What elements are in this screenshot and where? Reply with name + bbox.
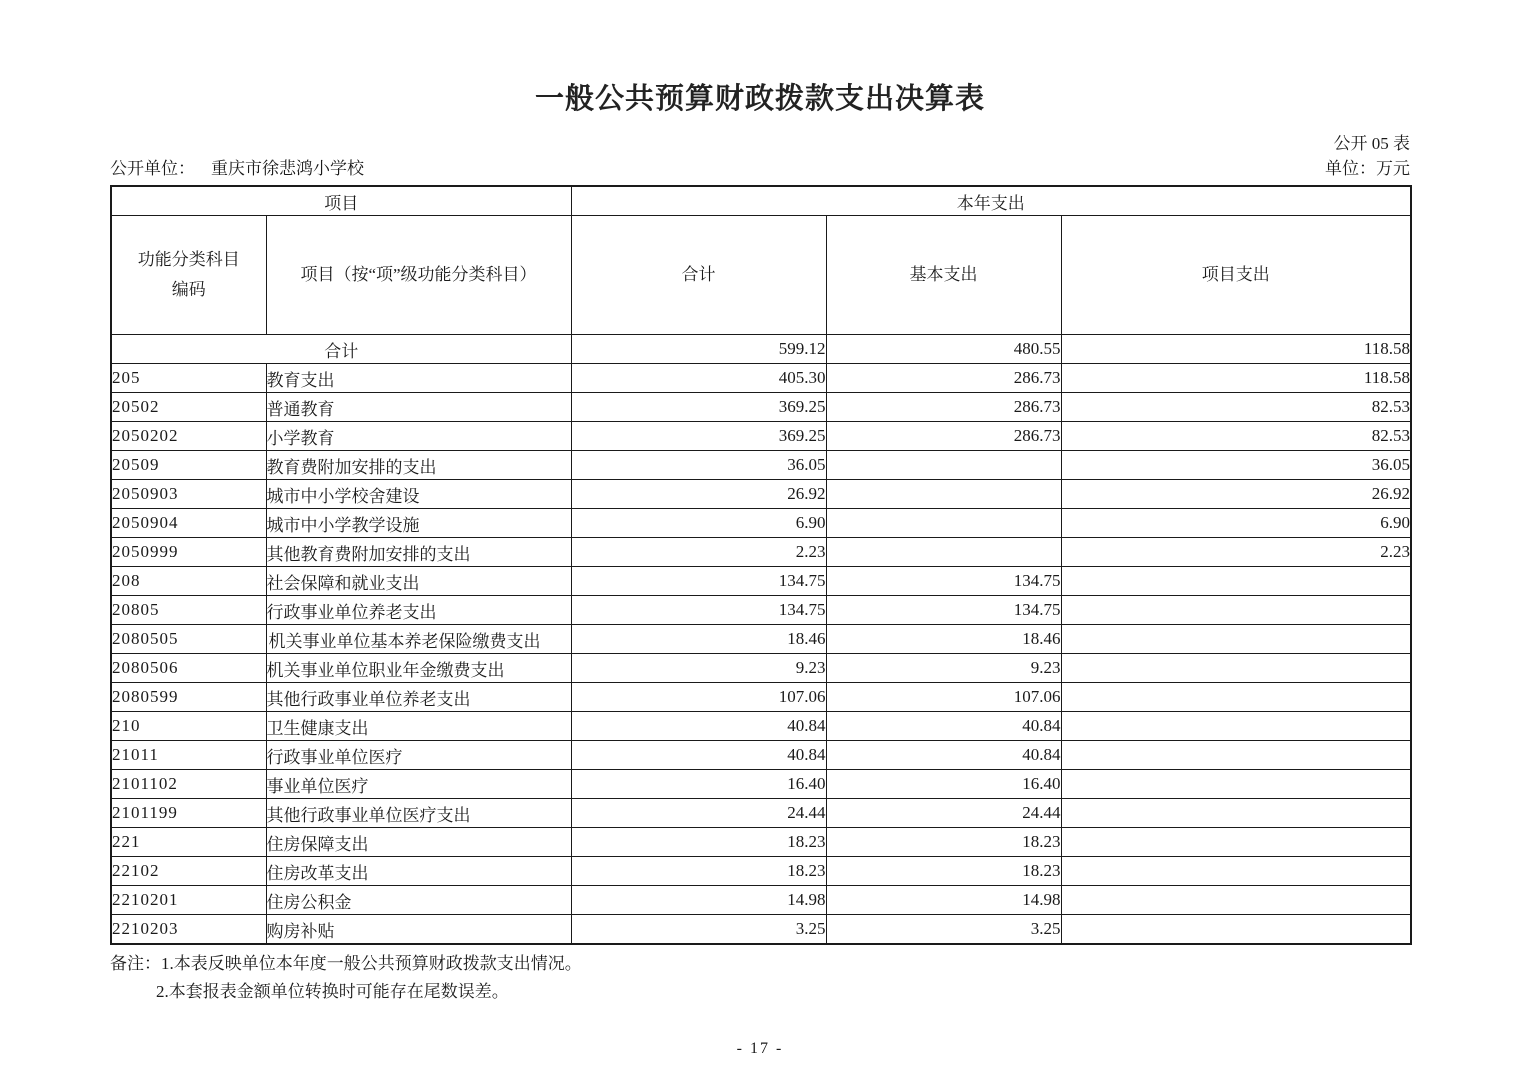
row-total-value: 3.25 [571, 915, 826, 945]
table-row [111, 857, 1411, 886]
header-group-item: 项目 [111, 186, 571, 216]
row-function-code: 20509 [111, 451, 266, 480]
row-item-name: 社会保障和就业支出 [266, 567, 571, 596]
row-total-value: 16.40 [571, 770, 826, 799]
row-total-value: 134.75 [571, 567, 826, 596]
row-item-name: 机关事业单位基本养老保险缴费支出 [266, 625, 571, 654]
row-item-name: 购房补贴 [266, 915, 571, 945]
row-total-value: 36.05 [571, 451, 826, 480]
table-row [111, 654, 1411, 683]
row-function-code: 2101199 [111, 799, 266, 828]
table-row [111, 509, 1411, 538]
row-basic-value [826, 451, 1061, 480]
row-total-value: 18.23 [571, 857, 826, 886]
row-total-value: 18.23 [571, 828, 826, 857]
row-total-value: 2.23 [571, 538, 826, 567]
row-project-value: 36.05 [1061, 451, 1411, 480]
header-col-function-code [111, 216, 266, 335]
header-group-year-expenditure: 本年支出 [571, 186, 1411, 216]
table-row [111, 712, 1411, 741]
header-col-item: 项目（按“项”级功能分类科目） [266, 216, 571, 335]
table-row [111, 567, 1411, 596]
header-col-basic: 基本支出 [826, 216, 1061, 335]
row-basic-value: 16.40 [826, 770, 1061, 799]
row-item-name: 教育支出 [266, 364, 571, 393]
row-function-code: 2080505 [111, 625, 266, 654]
row-project-value [1061, 654, 1411, 683]
row-basic-value: 24.44 [826, 799, 1061, 828]
row-total-value: 599.12 [571, 335, 826, 364]
table-row [111, 393, 1411, 422]
table-row [111, 683, 1411, 712]
row-item-name: 普通教育 [266, 393, 571, 422]
row-basic-value: 286.73 [826, 422, 1061, 451]
org-unit-name: 重庆市徐悲鸿小学校 [211, 159, 364, 178]
row-item-name: 其他行政事业单位养老支出 [266, 683, 571, 712]
table-row [111, 915, 1411, 945]
row-function-code: 221 [111, 828, 266, 857]
row-project-value [1061, 799, 1411, 828]
row-basic-value [826, 480, 1061, 509]
note-line-2: 2.本套报表金额单位转换时可能存在尾数误差。 [156, 982, 509, 1001]
row-project-value: 118.58 [1061, 335, 1411, 364]
table-row [111, 799, 1411, 828]
row-basic-value [826, 509, 1061, 538]
table-header [111, 186, 1411, 335]
page-title: 一般公共预算财政拨款支出决算表 [534, 83, 985, 115]
row-item-name: 住房保障支出 [266, 828, 571, 857]
table-row [111, 422, 1411, 451]
row-basic-value: 9.23 [826, 654, 1061, 683]
row-project-value [1061, 741, 1411, 770]
row-project-value [1061, 712, 1411, 741]
header-group-row [111, 186, 1411, 216]
meta-row [110, 158, 1410, 180]
note-line-1 [110, 950, 1410, 978]
table-row-total [111, 335, 1411, 364]
row-item-name: 住房公积金 [266, 886, 571, 915]
row-project-value [1061, 886, 1411, 915]
row-total-value: 18.46 [571, 625, 826, 654]
row-project-value: 82.53 [1061, 393, 1411, 422]
row-function-code: 2080599 [111, 683, 266, 712]
row-item-name: 行政事业单位养老支出 [266, 596, 571, 625]
row-total-value: 107.06 [571, 683, 826, 712]
row-project-value: 2.23 [1061, 538, 1411, 567]
row-basic-value: 134.75 [826, 567, 1061, 596]
row-total-value: 134.75 [571, 596, 826, 625]
row-basic-value: 18.23 [826, 828, 1061, 857]
table-row [111, 886, 1411, 915]
row-function-code: 2050904 [111, 509, 266, 538]
row-basic-value: 286.73 [826, 393, 1061, 422]
table-row [111, 480, 1411, 509]
row-project-value [1061, 596, 1411, 625]
org-unit-label: 公开单位： [110, 159, 195, 178]
notes-block [110, 950, 1410, 1006]
row-project-value: 82.53 [1061, 422, 1411, 451]
row-basic-value [826, 538, 1061, 567]
row-project-value [1061, 567, 1411, 596]
row-project-value [1061, 683, 1411, 712]
row-basic-value: 40.84 [826, 712, 1061, 741]
page-number: - 17 - [736, 1040, 784, 1057]
row-total-value: 369.25 [571, 422, 826, 451]
row-function-code: 21011 [111, 741, 266, 770]
row-function-code: 20502 [111, 393, 266, 422]
row-project-value [1061, 857, 1411, 886]
row-function-code: 2050999 [111, 538, 266, 567]
table-row [111, 451, 1411, 480]
notes-label: 备注： [110, 954, 161, 973]
row-function-code: 22102 [111, 857, 266, 886]
row-item-name: 机关事业单位职业年金缴费支出 [266, 654, 571, 683]
row-basic-value: 3.25 [826, 915, 1061, 945]
row-total-value: 6.90 [571, 509, 826, 538]
document-page [110, 0, 1410, 1058]
row-function-code: 2210201 [111, 886, 266, 915]
row-total-value: 26.92 [571, 480, 826, 509]
row-basic-value: 14.98 [826, 886, 1061, 915]
row-item-name: 行政事业单位医疗 [266, 741, 571, 770]
row-total-value: 14.98 [571, 886, 826, 915]
table-row [111, 741, 1411, 770]
row-basic-value: 107.06 [826, 683, 1061, 712]
row-total-value: 40.84 [571, 712, 826, 741]
row-basic-value: 480.55 [826, 335, 1061, 364]
row-function-code: 2050202 [111, 422, 266, 451]
row-total-value: 405.30 [571, 364, 826, 393]
row-basic-value: 286.73 [826, 364, 1061, 393]
row-function-code: 2080506 [111, 654, 266, 683]
row-project-value: 6.90 [1061, 509, 1411, 538]
row-function-code: 205 [111, 364, 266, 393]
header-columns-row [111, 216, 1411, 335]
row-project-value: 26.92 [1061, 480, 1411, 509]
row-item-name: 城市中小学教学设施 [266, 509, 571, 538]
row-function-code: 210 [111, 712, 266, 741]
row-item-name: 其他教育费附加安排的支出 [266, 538, 571, 567]
row-item-name: 住房改革支出 [266, 857, 571, 886]
row-function-code: 2101102 [111, 770, 266, 799]
row-function-code: 20805 [111, 596, 266, 625]
table-row [111, 770, 1411, 799]
row-total-value: 369.25 [571, 393, 826, 422]
expenditure-table [110, 185, 1412, 945]
row-label: 合计 [111, 335, 571, 364]
org-unit-line [110, 158, 364, 180]
row-basic-value: 18.46 [826, 625, 1061, 654]
table-row [111, 828, 1411, 857]
row-project-value [1061, 770, 1411, 799]
table-row [111, 625, 1411, 654]
unit-label: 单位：万元 [1325, 159, 1410, 178]
row-item-name: 小学教育 [266, 422, 571, 451]
header-col-total: 合计 [571, 216, 826, 335]
row-total-value: 24.44 [571, 799, 826, 828]
row-project-value [1061, 625, 1411, 654]
row-project-value [1061, 828, 1411, 857]
header-col-function-code-line2: 编码 [171, 280, 206, 299]
row-project-value [1061, 915, 1411, 945]
row-basic-value: 40.84 [826, 741, 1061, 770]
row-item-name: 其他行政事业单位医疗支出 [266, 799, 571, 828]
row-basic-value: 18.23 [826, 857, 1061, 886]
header-col-project: 项目支出 [1061, 216, 1411, 335]
row-total-value: 9.23 [571, 654, 826, 683]
row-item-name: 城市中小学校舍建设 [266, 480, 571, 509]
row-item-name: 卫生健康支出 [266, 712, 571, 741]
row-basic-value: 134.75 [826, 596, 1061, 625]
row-total-value: 40.84 [571, 741, 826, 770]
table-row [111, 364, 1411, 393]
table-row [111, 596, 1411, 625]
row-function-code: 208 [111, 567, 266, 596]
row-item-name: 事业单位医疗 [266, 770, 571, 799]
form-code-label: 公开 05 表 [1333, 134, 1410, 153]
row-function-code: 2210203 [111, 915, 266, 945]
note-1-text: 1.本表反映单位本年度一般公共预算财政拨款支出情况。 [161, 954, 582, 973]
row-item-name: 教育费附加安排的支出 [266, 451, 571, 480]
table-row [111, 538, 1411, 567]
row-function-code: 2050903 [111, 480, 266, 509]
header-col-function-code-line1: 功能分类科目 [137, 250, 240, 269]
row-project-value: 118.58 [1061, 364, 1411, 393]
table-body [111, 335, 1411, 945]
